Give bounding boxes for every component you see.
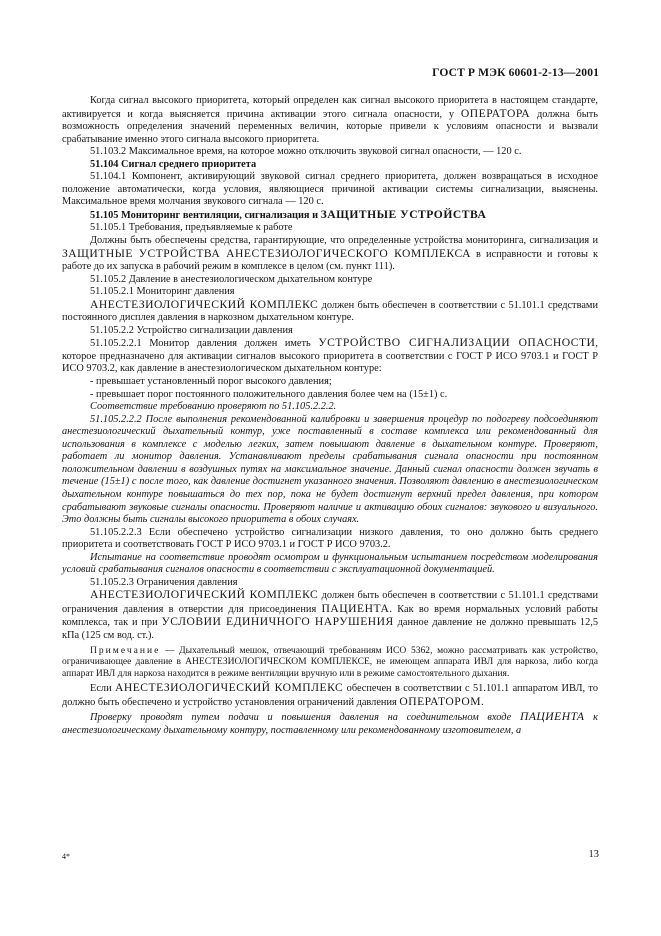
text: — Дыхательный мешок, отвечающий требованиям ИСО 5362, можно рассматривать как устройство, ограничивающее давление в: [62, 644, 598, 668]
paragraph: [62, 95, 598, 146]
list-item: - превышает порог постоянного положительного давления более чем на (15±1) с.: [90, 388, 448, 400]
text: к анестезиологическому дыхательному контуру, поставленному или рекомендованному изготовителем, а: [62, 712, 598, 736]
paragraph: 51.105.2.1 Мониторинг давления: [90, 286, 235, 298]
paragraph: [62, 235, 598, 274]
text: обеспечен в соответствии с 51.101.1 аппаратом ИВЛ, то должно быть обеспечено и устройство установления ограничений давления: [62, 683, 598, 708]
text: 51.105.2.2.1 Монитор давления должен иметь: [90, 338, 319, 350]
term: ЗАЩИТНЫЕ УСТРОЙСТВА: [320, 207, 487, 221]
term: УСЛОВИИ ЕДИНИЧНОГО НАРУШЕНИЯ: [161, 615, 394, 629]
text: Должны быть обеспечены средства, гарантирующие, что определенные устройства мониторинга, сигнализация и: [90, 235, 598, 247]
term: ЗАЩИТНЫЕ УСТРОЙСТВА АНЕСТЕЗИОЛОГИЧЕСКОГО КОМПЛЕКСА: [62, 246, 472, 260]
term: ОПЕРАТОРОМ: [399, 694, 482, 708]
text: 51.105 Мониторинг вентиляции, сигнализация и: [90, 209, 321, 221]
text: , не имеющем аппарата ИВЛ для наркоза, либо когда аппарат ИВЛ для наркоза находится в режиме вентиляции вручную или в режиме самостоятельного дыхания.: [62, 656, 598, 679]
document-body: [62, 95, 598, 737]
paragraph: 51.105.2.3 Ограничения давления: [90, 576, 238, 588]
document-header: ГОСТ Р МЭК 60601-2-13—2001: [432, 66, 599, 79]
text: должен быть обеспечен в соответствии с 51.101.1 средствами ограничения давления в отверстии для присоединения: [62, 590, 599, 615]
compliance-text: [62, 711, 598, 737]
text: , которое предназначено для активации сигналов высокого приоритета в соответствии с ГОСТ Р ИСО 9703.1 и ГОСТ Р ИСО 9703.2, как давление в анестезиологическом дыхательном контуре:: [62, 338, 599, 375]
paragraph: 51.105.2.2 Устройство сигнализации давления: [90, 324, 293, 336]
term: ПАЦИЕНТА: [321, 601, 390, 615]
paragraph: 51.105.1 Требования, предъявляемые к работе: [90, 222, 293, 234]
note-label: Примечание: [90, 644, 161, 656]
text: данное давление не должно превышать 12,5 кПа (125 см вод. ст.).: [62, 617, 598, 641]
section-heading: 51.104 Сигнал среднего приоритета: [90, 158, 257, 170]
note: [62, 645, 598, 680]
paragraph: [62, 589, 598, 642]
sheet-mark: 4*: [62, 852, 70, 861]
list-item: - превышает установленный порог высокого давления;: [90, 376, 332, 388]
text: Если: [90, 683, 115, 695]
paragraph: [62, 337, 598, 376]
compliance-text: Испытание на соответствие проводят осмотром и функциональным испытанием посредством моделирования условий срабатывания сигналов опасности в соответствии с эксплуатационной документацией.: [62, 551, 598, 576]
paragraph: 51.103.2 Максимальное время, на которое можно отключить звуковой сигнал опасности, — 120 с.: [90, 146, 522, 158]
term: ОПЕРАТОРА: [460, 106, 531, 120]
term: АНЕСТЕЗИОЛОГИЧЕСКИЙ КОМПЛЕКС: [90, 297, 319, 311]
term: АНЕСТЕЗИОЛОГИЧЕСКИЙ КОМПЛЕКС: [114, 681, 344, 695]
paragraph: 51.105.2.2.3 Если обеспечено устройство сигнализации низкого давления, то оно должно быть среднего приоритета и соответствовать ГОСТ Р ИСО 9703.1 и ГОСТ Р ИСО 9703.2.: [62, 526, 598, 551]
text: Проверку проводят путем подачи и повышения давления на соединительном входе: [90, 712, 520, 724]
term: ПАЦИЕНТА: [519, 710, 585, 724]
section-heading: [62, 209, 598, 223]
page-number: 13: [588, 849, 599, 860]
text: в исправности и готовы к работе до их запуска в рабочий режим в комплексе в целом (см. пункт 111).: [62, 248, 598, 273]
text: должен быть обеспечен в соответствии с 51.101.1 средствами постоянного дисплея давления в наркозном дыхательном контуре.: [62, 299, 599, 324]
term: УСТРОЙСТВО СИГНАЛИЗАЦИИ ОПАСНОСТИ: [318, 336, 596, 350]
term: АНЕСТЕЗИОЛОГИЧЕСКОМ КОМПЛЕКСЕ: [185, 656, 370, 668]
text: Когда сигнал высокого приоритета, который определен как сигнал высокого приоритета в настоящем стандарте, активируется и когда выясняется причина активации этого сигнала опасности, у: [62, 95, 598, 120]
compliance-text: Соответствие требованию проверяют по 51.105.2.2.2.: [90, 401, 337, 413]
paragraph: [62, 299, 598, 325]
paragraph: [62, 682, 598, 709]
compliance-text: 51.105.2.2.2 После выполнения рекомендованной калибровки и завершения процедур по подогреву подсоединяют анестезиологический дыхательный контур, уже поставленный в составе комплекса или рекомендованный для использования в комплексе с моделью легких, затем повышают давление в дыхательном контуре. Проверяют, работает ли монитор давления. Устанавливают пределы срабатывания сигнала опасности при постоянном положительном давлении в воздушных путях на максимальное значение. Данный сигнал опасности должен звучать в течение (15±1) с после того, как давление достигнет указанного значения. Позволяют давлению в анестезиологическом дыхательном контуре повышаться до тех пор, пока не будет достигнут верхний предел давления, при котором срабатывают звуковые сигналы опасности. Проверяют наличие и активацию обоих сигналов: звукового и визуального. Это должны быть сигналы высокого приоритета в обоих случаях.: [62, 413, 598, 526]
paragraph: 51.104.1 Компонент, активирующий звуковой сигнал среднего приоритета, должен возвращаться в исходное положение автоматически, когда условия, являющиеся причиной активации системы сигнализации, выяснены. Максимальное время молчания звукового сигнала — 120 с.: [62, 171, 598, 208]
text: .: [481, 696, 484, 708]
term: АНЕСТЕЗИОЛОГИЧЕСКИЙ КОМПЛЕКС: [90, 588, 319, 602]
text: . Как во время нормальных условий работы комплекса, так и при: [62, 603, 598, 629]
paragraph: 51.105.2 Давление в анестезиологическом дыхательном контуре: [90, 273, 373, 285]
text: должна быть возможность определения значений переменных величин, которые привели к условиям опасности и вызвали срабатывание именно этого сигнала высокого приоритета.: [62, 108, 598, 145]
